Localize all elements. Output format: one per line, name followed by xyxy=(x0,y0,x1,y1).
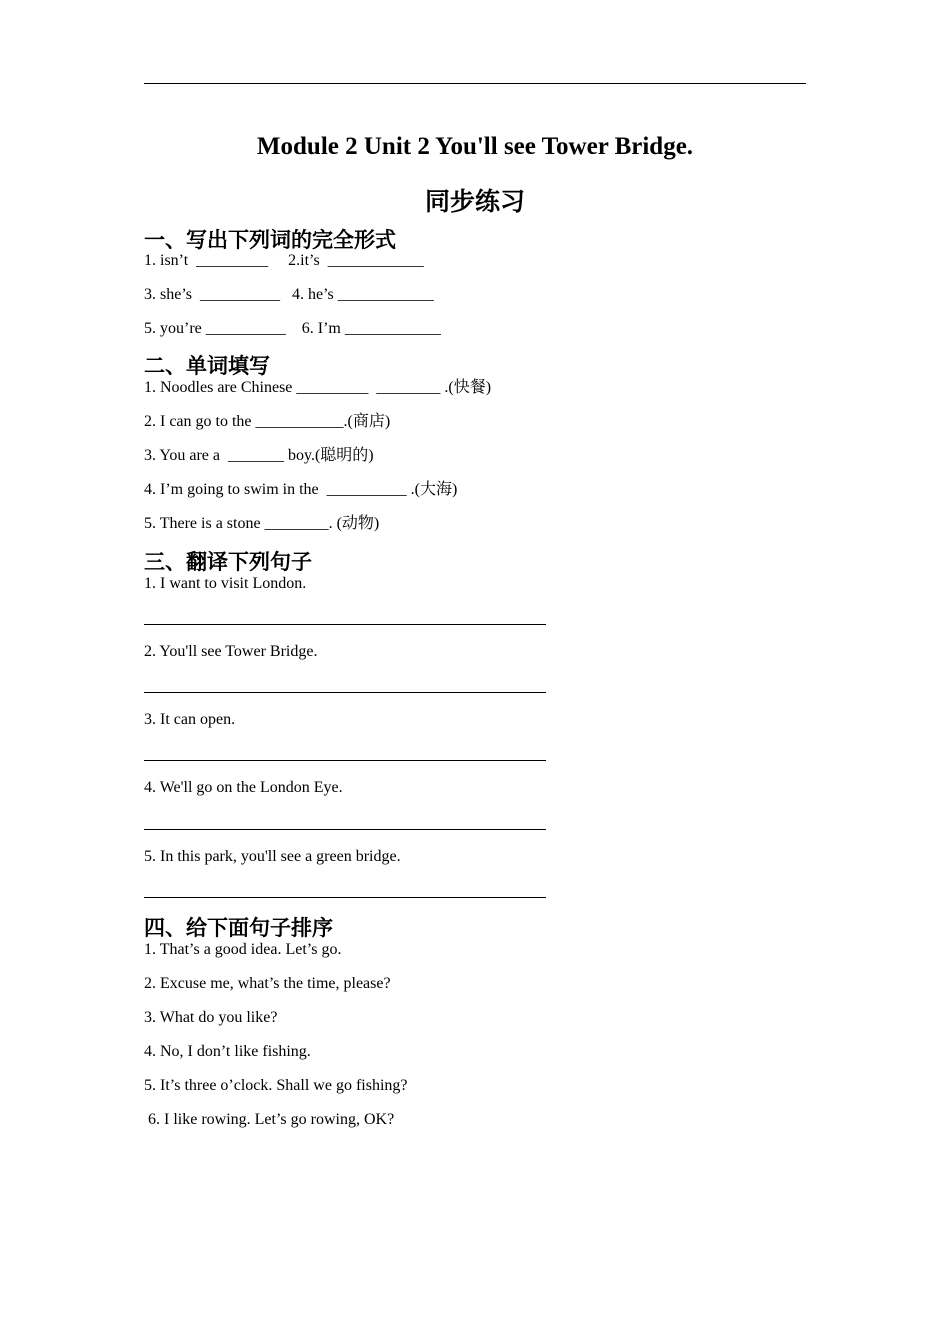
exercise-item: 5. In this park, you'll see a green bridge. xyxy=(144,848,401,865)
exercise-item: 4. No, I don’t like fishing. xyxy=(144,1043,311,1060)
answer-line xyxy=(144,829,546,830)
exercise-item: 1. isn’t _________ 2.it’s ____________ xyxy=(144,252,424,269)
exercise-item: 3. she’s __________ 4. he’s ____________ xyxy=(144,286,434,303)
page-subtitle: 同步练习 xyxy=(424,187,525,216)
exercise-item: 1. That’s a good idea. Let’s go. xyxy=(144,941,342,958)
exercise-item: 5. It’s three o’clock. Shall we go fishing? xyxy=(144,1077,408,1094)
section-heading: 二、单词填写 xyxy=(144,354,270,378)
exercise-item: 3. You are a _______ boy.(聪明的) xyxy=(144,447,374,464)
section-heading: 四、给下面句子排序 xyxy=(144,916,333,940)
exercise-item: 2. I can go to the ___________.(商店) xyxy=(144,413,391,430)
answer-line xyxy=(144,624,546,625)
exercise-item: 1. Noodles are Chinese _________ ________ .(快餐) xyxy=(144,379,492,396)
exercise-item: 3. It can open. xyxy=(144,711,236,728)
exercise-item: 1. I want to visit London. xyxy=(144,575,307,592)
exercise-item: 2. Excuse me, what’s the time, please? xyxy=(144,975,391,992)
exercise-item: 3. What do you like? xyxy=(144,1009,278,1026)
header-rule xyxy=(144,83,806,84)
answer-line xyxy=(144,897,546,898)
section-heading: 一、写出下列词的完全形式 xyxy=(144,228,396,252)
exercise-item: 2. You'll see Tower Bridge. xyxy=(144,643,318,660)
exercise-item: 4. We'll go on the London Eye. xyxy=(144,779,343,796)
answer-line xyxy=(144,692,546,693)
answer-line xyxy=(144,760,546,761)
page-title: Module 2 Unit 2 You'll see Tower Bridge. xyxy=(256,133,694,160)
exercise-item: 5. you’re __________ 6. I’m ____________ xyxy=(144,320,441,337)
exercise-item: 6. I like rowing. Let’s go rowing, OK? xyxy=(144,1111,395,1128)
section-heading: 三、翻译下列句子 xyxy=(144,550,312,574)
exercise-item: 4. I’m going to swim in the __________ .(大海) xyxy=(144,481,458,498)
exercise-item: 5. There is a stone ________. (动物) xyxy=(144,515,380,532)
